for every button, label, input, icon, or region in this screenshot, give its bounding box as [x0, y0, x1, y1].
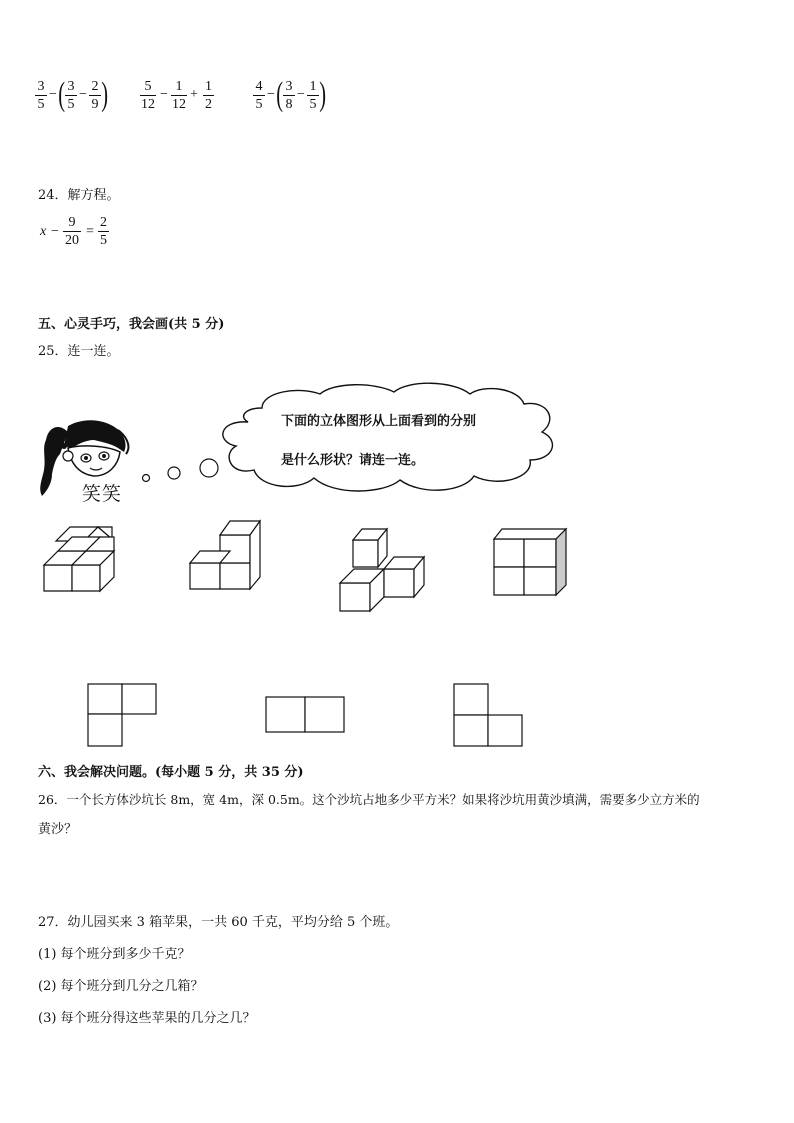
- minus-sign: −: [49, 87, 57, 102]
- right-paren: ): [101, 76, 109, 113]
- question-27-sub-3: (3) 每个班分得这些苹果的几分之几？: [38, 1011, 256, 1026]
- question-27-line-1: 27．幼儿园买来 3 箱苹果，一共 60 千克，平均分给 5 个班。: [38, 915, 399, 930]
- question-25-title: 25．连一连。: [38, 344, 120, 359]
- fraction: 2 9: [89, 79, 101, 112]
- top-view-shapes-row: [80, 680, 540, 752]
- fraction: 3 5: [65, 79, 77, 112]
- minus-sign: −: [267, 87, 275, 102]
- question-26-line-1: 26．一个长方体沙坑长 8m，宽 4m，深 0.5m。这个沙坑占地多少平方米？如果将沙坑用黄沙填满，需要多少立方米的: [38, 792, 700, 807]
- bubble-text-line-2: 是什么形状？请连一连。: [281, 453, 425, 468]
- section-6-heading: 六、我会解决问题。(每小题 5 分，共 35 分): [38, 765, 304, 780]
- fraction: 1 12: [172, 79, 186, 112]
- fraction: 2 5: [100, 215, 107, 248]
- small-bubble-circle: [143, 475, 150, 482]
- small-bubble-circle: [168, 467, 180, 479]
- top-view-shape-2: [266, 697, 344, 732]
- left-paren: (: [58, 76, 66, 113]
- left-paren: (: [276, 76, 284, 113]
- question-26-line-2: 黄沙？: [38, 822, 78, 837]
- section-5-heading: 五、心灵手巧，我会画(共 5 分): [38, 317, 225, 332]
- fraction: 1 5: [307, 79, 319, 112]
- character-name-label: 笑笑: [82, 483, 123, 505]
- cloud-shape: [223, 383, 553, 491]
- right-paren: ): [319, 76, 327, 113]
- equals-sign: =: [86, 224, 94, 239]
- solid-figure-2: [190, 521, 260, 589]
- fraction: 4 5: [253, 79, 265, 112]
- minus-sign: −: [51, 224, 59, 239]
- solid-figure-3: [340, 529, 424, 611]
- thought-bubble: [138, 380, 588, 500]
- plus-sign: +: [190, 87, 198, 102]
- fraction: 1 2: [205, 79, 212, 112]
- fraction: 9 20: [65, 215, 79, 248]
- minus-sign: −: [297, 87, 305, 102]
- question-27-sub-1: (1) 每个班分到多少千克？: [38, 947, 191, 962]
- solid-figure-1: [44, 527, 114, 591]
- fraction: 5 12: [141, 79, 155, 112]
- solid-figures-row: [40, 515, 580, 615]
- question-24-title: 24．解方程。: [38, 188, 120, 203]
- minus-sign: −: [160, 87, 168, 102]
- bubble-text-line-1: 下面的立体图形从上面看到的分别: [281, 414, 477, 429]
- top-view-shape-3: [454, 684, 522, 746]
- minus-sign: −: [79, 87, 87, 102]
- solid-figure-4: [494, 529, 566, 595]
- small-bubble-circle: [200, 459, 218, 477]
- question-27-sub-2: (2) 每个班分到几分之几箱？: [38, 979, 204, 994]
- fraction: 3 5: [35, 79, 47, 112]
- variable-x: x: [40, 224, 47, 239]
- top-view-shape-1: [88, 684, 156, 746]
- fraction: 3 8: [283, 79, 295, 112]
